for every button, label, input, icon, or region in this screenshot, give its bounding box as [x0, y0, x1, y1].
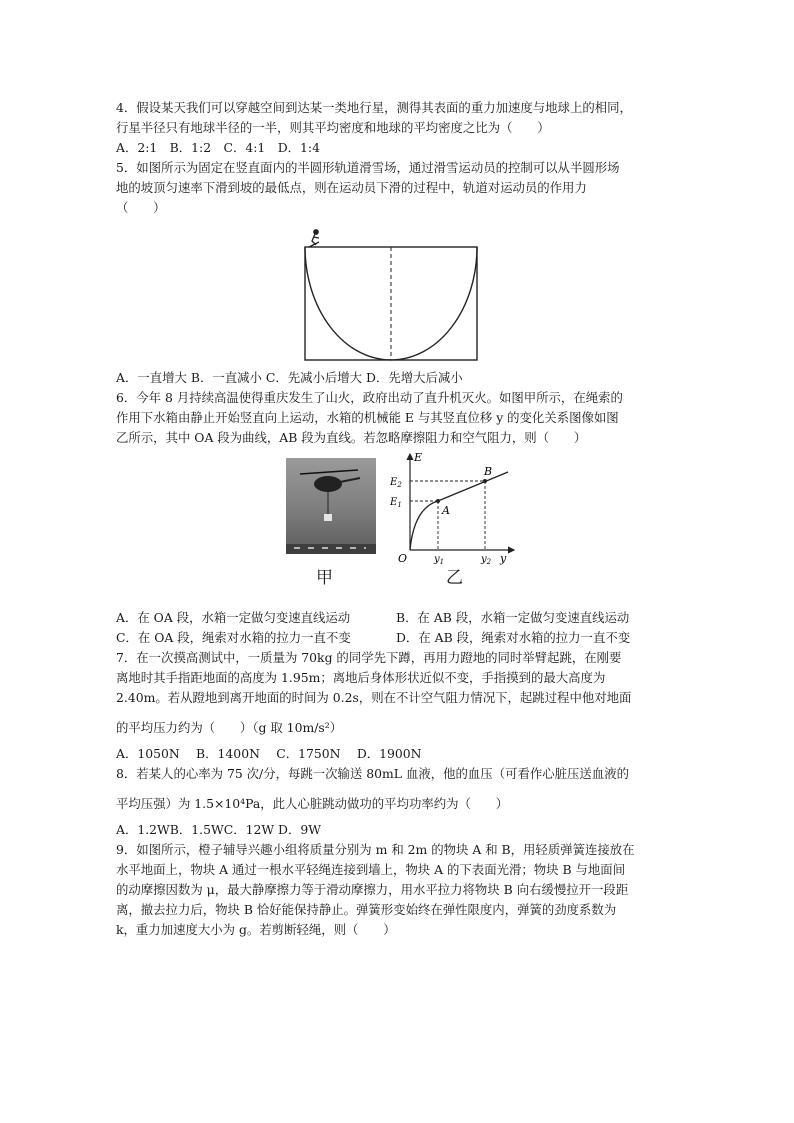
- svg-text:E1: $E_1$: [390, 497, 402, 509]
- svg-text:y2: $y_2$: [481, 554, 492, 566]
- q7-line3: 2.40m。若从蹬地到离开地面的时间为 0.2s，则在不计空气阻力情况下，起跳过程中他对地面: [116, 690, 632, 705]
- helicopter-icon: [286, 458, 376, 554]
- point-label-A: A: [442, 504, 450, 517]
- q9-line1: 9．如图所示，橙子辅导兴趣小组将质量分别为 m 和 2m 的物块 A 和 B，用轻质弹簧连接放在: [116, 842, 635, 857]
- exam-page: [116, 98, 682, 940]
- q6-line1: 6．今年 8 月持续高温使得重庆发生了山火，政府出动了直升机灭火。如图甲所示，在绳索的: [116, 390, 623, 405]
- skier-icon: [309, 230, 319, 247]
- axis-label-y: y: [500, 552, 507, 565]
- q7-options: A．1050N B．1400N C．1750N D．1900N: [116, 746, 422, 761]
- q6-line3: 乙所示，其中 OA 段为曲线，AB 段为直线。若忽略摩擦阻力和空气阻力，则（ ）: [116, 430, 587, 445]
- half-pipe-diagram: [116, 220, 682, 368]
- q5-line1: 5．如图所示为固定在竖直面内的半圆形轨道滑雪场，通过滑雪运动员的控制可以从半圆形场: [116, 160, 620, 175]
- q9-line4: 离，撤去拉力后，物块 B 恰好能保持静止。弹簧形变始终在弹性限度内，弹簧的劲度系数为: [116, 902, 617, 917]
- origin-label: O: [398, 552, 408, 565]
- q7-line2: 离地时其手指距地面的高度为 1.95m；离地后身体形状近似不变，手指摸到的最大高度为: [116, 670, 606, 685]
- q6-options-row2: [116, 628, 682, 648]
- q7-line1: 7．在一次摸高测试中，一质量为 70kg 的同学先下蹲，再用力蹬地的同时举臂起跳，在刚要: [116, 650, 622, 665]
- q5-options: A．一直增大 B．一直减小 C．先减小后增大 D．先增大后减小: [116, 370, 463, 385]
- q9-line5: k，重力加速度大小为 g。若剪断轻绳，则（ ）: [116, 922, 396, 937]
- q8-line2: 平均压强）为 1.5×10⁴Pa，此人心脏跳动做功的平均功率约为（ ）: [116, 796, 509, 811]
- q6-option-b: B．在 AB 段，水箱一定做匀变速直线运动: [396, 610, 630, 625]
- svg-text:y1: $y_1$: [434, 554, 445, 566]
- helicopter-photo: [286, 458, 376, 554]
- q6-option-c: C．在 OA 段，绳索对水箱的拉力一直不变: [116, 630, 351, 645]
- q6-line2: 作用下水箱由静止开始竖直向上运动，水箱的机械能 E 与其竖直位移 y 的变化关系图像如图: [116, 410, 619, 425]
- q4-line2: 行星半径只有地球半径的一半，则其平均密度和地球的平均密度之比为（ ）: [116, 120, 550, 135]
- figure-label-jia: 甲: [316, 568, 333, 588]
- point-label-B: B: [484, 465, 493, 478]
- svg-text:E2: $E_2$: [390, 477, 402, 489]
- q4-options: A．2:1 B．1:2 C．4:1 D．1:4: [116, 140, 320, 155]
- q5-line2: 地的坡顶匀速率下滑到坡的最低点，则在运动员下滑的过程中，轨道对运动员的作用力: [116, 180, 587, 195]
- energy-displacement-graph: [388, 448, 528, 566]
- q8-options: A．1.2WB．1.5WC．12W D．9W: [116, 822, 321, 837]
- q9-line2: 水平地面上，物块 A 通过一根水平轻绳连接到墙上，物块 A 的下表面光滑；物块 B 与地面间: [116, 862, 626, 877]
- q9-line3: 的动摩擦因数为 μ，最大静摩擦力等于滑动摩擦力，用水平拉力将物块 B 向右缓慢拉开一段距: [116, 882, 629, 897]
- axis-label-E: E: [414, 451, 423, 464]
- q6-figures: [116, 448, 682, 608]
- q5-line3: （ ）: [116, 200, 166, 215]
- half-pipe-figure: [116, 220, 682, 368]
- q8-line1: 8．若某人的心率为 75 次/分，每跳一次输送 80mL 血液，他的血压（可看作心脏压送血液的: [116, 766, 629, 781]
- q6-options-row1: [116, 608, 682, 628]
- q7-line4: 的平均压力约为（ ）（g 取 10m/s²）: [116, 720, 343, 735]
- q4-line1: 4．假设某天我们可以穿越空间到达某一类地行星，测得其表面的重力加速度与地球上的相同，: [116, 100, 632, 115]
- q6-option-a: A．在 OA 段，水箱一定做匀变速直线运动: [116, 610, 351, 625]
- figure-label-yi: 乙: [446, 568, 463, 588]
- q6-option-d: D．在 AB 段，绳索对水箱的拉力一直不变: [396, 630, 631, 645]
